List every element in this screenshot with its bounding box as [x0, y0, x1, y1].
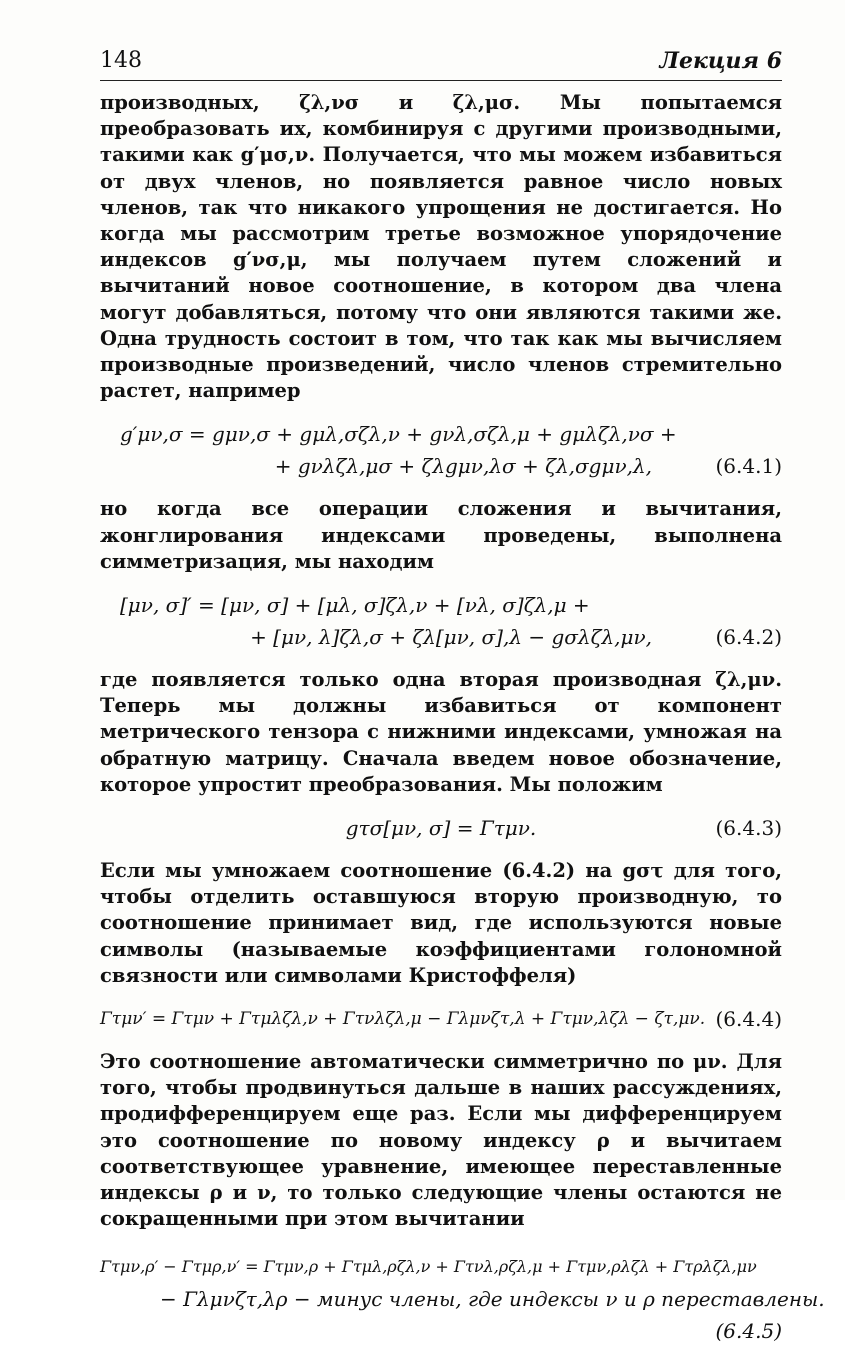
paragraph-4: Если мы умножаем соотношение (6.4.2) на gστ для того, чтобы отделить оставшуюся вторую производную, то соотношение принимает вид, где используются новые символы (называемые коэффициентами голономной связности или символами Кристоффеля): [100, 859, 782, 987]
paragraph-3: где появляется только одна вторая производная ζλ,μν. Теперь мы должны избавиться от компонент метрического тензора с нижними индексами, умножая на обратную матрицу. Сначала введем новое обозначение, которое упростит преобразования. Мы положим: [100, 668, 782, 796]
equation-number: (6.4.2): [715, 625, 782, 650]
page-header: [100, 48, 782, 78]
equation-6-4-1: [100, 418, 782, 482]
equation-6-4-1-line-2: + gνλζλ,μσ + ζλgμν,λσ + ζλ,σgμν,λ,: [274, 454, 652, 479]
equation-6-4-3: [100, 812, 782, 844]
equation-number: (6.4.4): [715, 1007, 782, 1032]
equation-6-4-3-line: gτσ[μν, σ] = Γτμν.: [345, 816, 537, 841]
equation-6-4-5: [100, 1251, 825, 1347]
equation-6-4-5-line-2: − Γλμνζτ,λρ − минус члены, где индексы ν и ρ переставлены.: [160, 1286, 825, 1311]
running-head: Лекция 6: [659, 48, 782, 74]
equation-number: (6.4.5): [715, 1318, 782, 1343]
paragraph-5: Это соотношение автоматически симметрично по μν. Для того, чтобы продвинуться дальше в наших рассуждениях, продифференцируем еще раз. Если мы дифференцируем это соотношение по новому индексу ρ и вычитаем соответствующее уравнение, имеющее переставленные индексы ρ и ν, то только следующие члены остаются не сокращенными при этом вычитании: [100, 1050, 782, 1231]
equation-number: (6.4.3): [715, 816, 782, 841]
equation-6-4-2-line-1: [μν, σ]′ = [μν, σ] + [μλ, σ]ζλ,ν + [νλ, σ]ζλ,μ +: [120, 593, 590, 618]
equation-6-4-2: [100, 589, 782, 653]
equation-6-4-2-line-2: + [μν, λ]ζλ,σ + ζλ[μν, σ],λ − gσλζλ,μν,: [250, 625, 652, 650]
equation-6-4-1-line-1: g′μν,σ = gμν,σ + gμλ,σζλ,ν + gνλ,σζλ,μ + gμλζλ,νσ +: [120, 422, 677, 447]
equation-6-4-5-line-1: Γτμν,ρ′ − Γτμρ,ν′ = Γτμν,ρ + Γτμλ,ρζλ,ν + Γτνλ,ρζλ,μ + Γτμν,ρλζλ + Γτρλζλ,μν: [100, 1256, 757, 1276]
page-number: 148: [100, 48, 142, 73]
page-body: [100, 90, 825, 1361]
paragraph-1: производных, ζλ,νσ и ζλ,μσ. Мы попытаемся преобразовать их, комбинируя с другими производными, такими как g′μσ,ν. Получается, что мы можем избавиться от двух членов, но появляется равное число новых членов, так что никакого упрощения не достигается. Но когда мы рассмотрим третье возможное упорядочение индексов g′νσ,μ, мы получаем путем сложений и вычитаний новое соотношение, в котором два члена могут добавляться, потому что они являются такими же. Одна трудность состоит в том, что так как мы вычисляем производные произведений, число членов стремительно растет, например: [100, 91, 782, 403]
equation-number: (6.4.1): [715, 454, 782, 479]
paragraph-2: но когда все операции сложения и вычитания, жонглирования индексами проведены, выполнена симметризация, мы находим: [100, 497, 782, 573]
header-rule: [100, 80, 782, 81]
equation-6-4-4-line: Γτμν′ = Γτμν + Γτμλζλ,ν + Γτνλζλ,μ − Γλμνζτ,λ + Γτμν,λζλ − ζτ,μν.: [100, 1009, 706, 1030]
equation-6-4-4: [100, 1003, 782, 1035]
